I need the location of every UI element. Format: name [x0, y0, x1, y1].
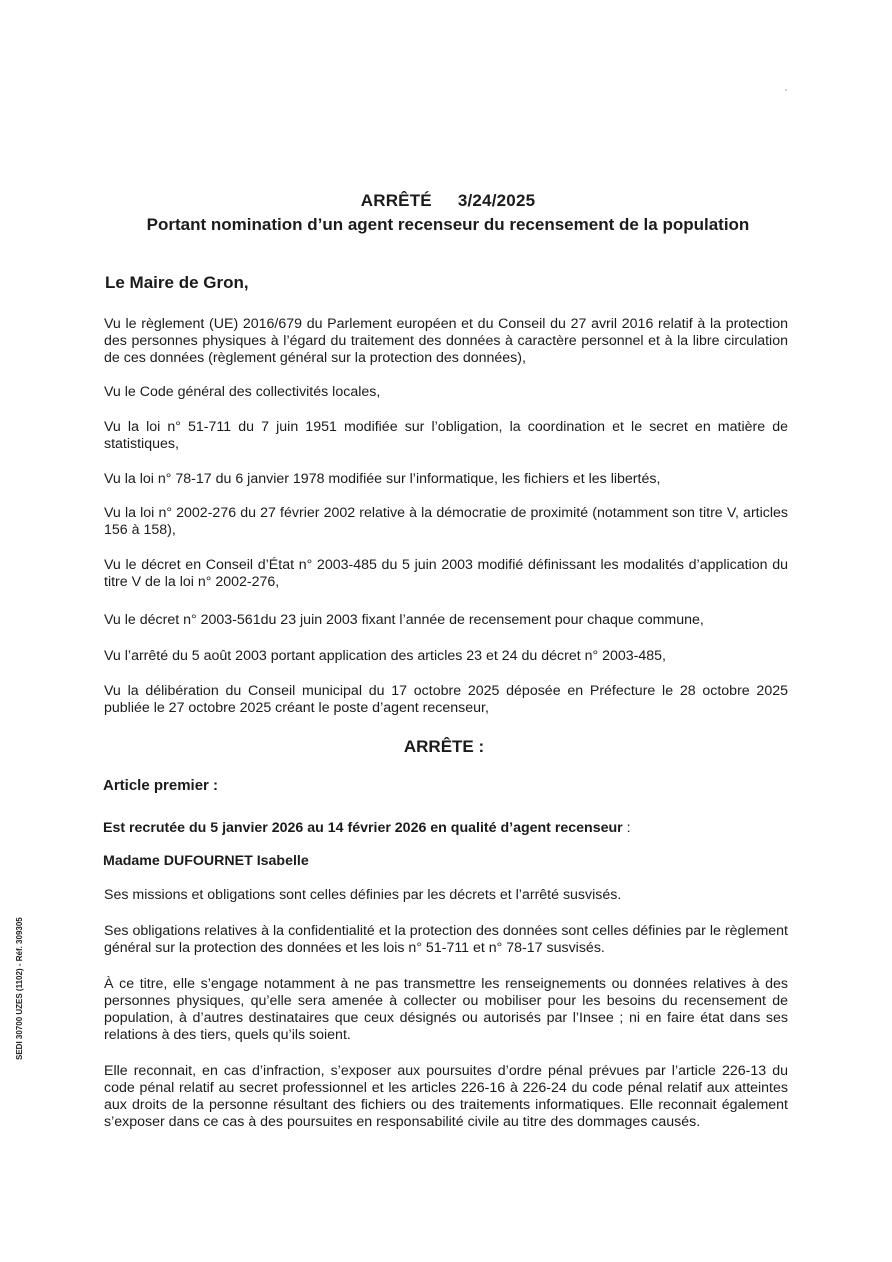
visa-paragraph: Vu l’arrêté du 5 août 2003 portant application des articles 23 et 24 du décret n° 2003-485, — [104, 648, 666, 664]
title-word: ARRÊTÉ — [360, 191, 432, 210]
arrete-number: 3/24/2025 — [457, 191, 536, 210]
document-subtitle: Portant nomination d’un agent recenseur du recensement de la population — [146, 215, 750, 234]
article-paragraph: Elle reconnait, en cas d’infraction, s’exposer aux poursuites d’ordre pénal prévues par l’article 226-13 du code pénal relatif au secret professionnel et les articles 226-16 à 226-24 du code pénal relatif aux atteintes aux droits de la personne résultant des fichiers ou des traitements informatiques. Elle reconnait également s’exposer dans ce cas à des poursuites en responsabilité civile au titre des dommages causés. — [104, 1063, 788, 1130]
authority-heading: Le Maire de Gron, — [105, 273, 249, 292]
scan-speck — [785, 89, 787, 91]
recruitment-statement — [103, 820, 631, 836]
title-line — [100, 190, 796, 212]
visa-paragraph: Vu le décret en Conseil d’État n° 2003-485 du 5 juin 2003 modifié définissant les modalités d’application du titre V de la loi n° 2002-276, — [104, 557, 788, 590]
article-heading: Article premier : — [103, 777, 219, 794]
article-paragraph: Ses missions et obligations sont celles définies par les décrets et l’arrêté susvisés. — [104, 887, 622, 903]
decision-heading: ARRÊTE : — [403, 737, 485, 756]
recruitment-text: Est recrutée du 5 janvier 2026 au 14 février 2026 en qualité d’agent recenseur — [103, 820, 623, 836]
agent-name: Madame DUFOURNET Isabelle — [103, 853, 309, 869]
visa-paragraph: Vu le Code général des collectivités locales, — [104, 384, 381, 400]
visa-paragraph: Vu le règlement (UE) 2016/679 du Parlement européen et du Conseil du 27 avril 2016 relatif à la protection des personnes physiques à l’égard du traitement des données à caractère personnel et à la libre circulation de ces données (règlement général sur la protection des données), — [104, 316, 788, 366]
article-paragraph: À ce titre, elle s’engage notamment à ne pas transmettre les renseignements ou données relatives à des personnes physiques, qu’elle sera amenée à collecter ou mobiliser pour les besoins du recensement de population, à d’autres destinataires que ceux désignés ou autorisés par l’Insee ; ni en faire état dans ses relations à des tiers, quels qu’ils soient. — [104, 976, 788, 1043]
visa-paragraph: Vu la délibération du Conseil municipal du 17 octobre 2025 déposée en Préfecture le 28 octobre 2025 publiée le 27 octobre 2025 créant le poste d’agent recenseur, — [104, 683, 788, 716]
margin-reference: SEDI 30700 UZES (1102) - Réf. 309305 — [15, 917, 24, 1060]
visa-paragraph: Vu la loi n° 51-711 du 7 juin 1951 modifiée sur l’obligation, la coordination et le secret en matière de statistiques, — [104, 419, 788, 452]
visa-paragraph: Vu la loi n° 78-17 du 6 janvier 1978 modifiée sur l’informatique, les fichiers et les libertés, — [104, 471, 661, 487]
visa-paragraph: Vu le décret n° 2003-561du 23 juin 2003 fixant l’année de recensement pour chaque commune, — [104, 612, 704, 628]
visa-paragraph: Vu la loi n° 2002-276 du 27 février 2002 relative à la démocratie de proximité (notamment son titre V, articles 156 à 158), — [104, 505, 788, 538]
article-paragraph: Ses obligations relatives à la confidentialité et la protection des données sont celles définies par le règlement général sur la protection des données et les lois n° 51-711 et n° 78-17 susvisés. — [104, 923, 788, 956]
recruitment-colon: : — [622, 820, 631, 836]
document-title — [100, 190, 796, 236]
